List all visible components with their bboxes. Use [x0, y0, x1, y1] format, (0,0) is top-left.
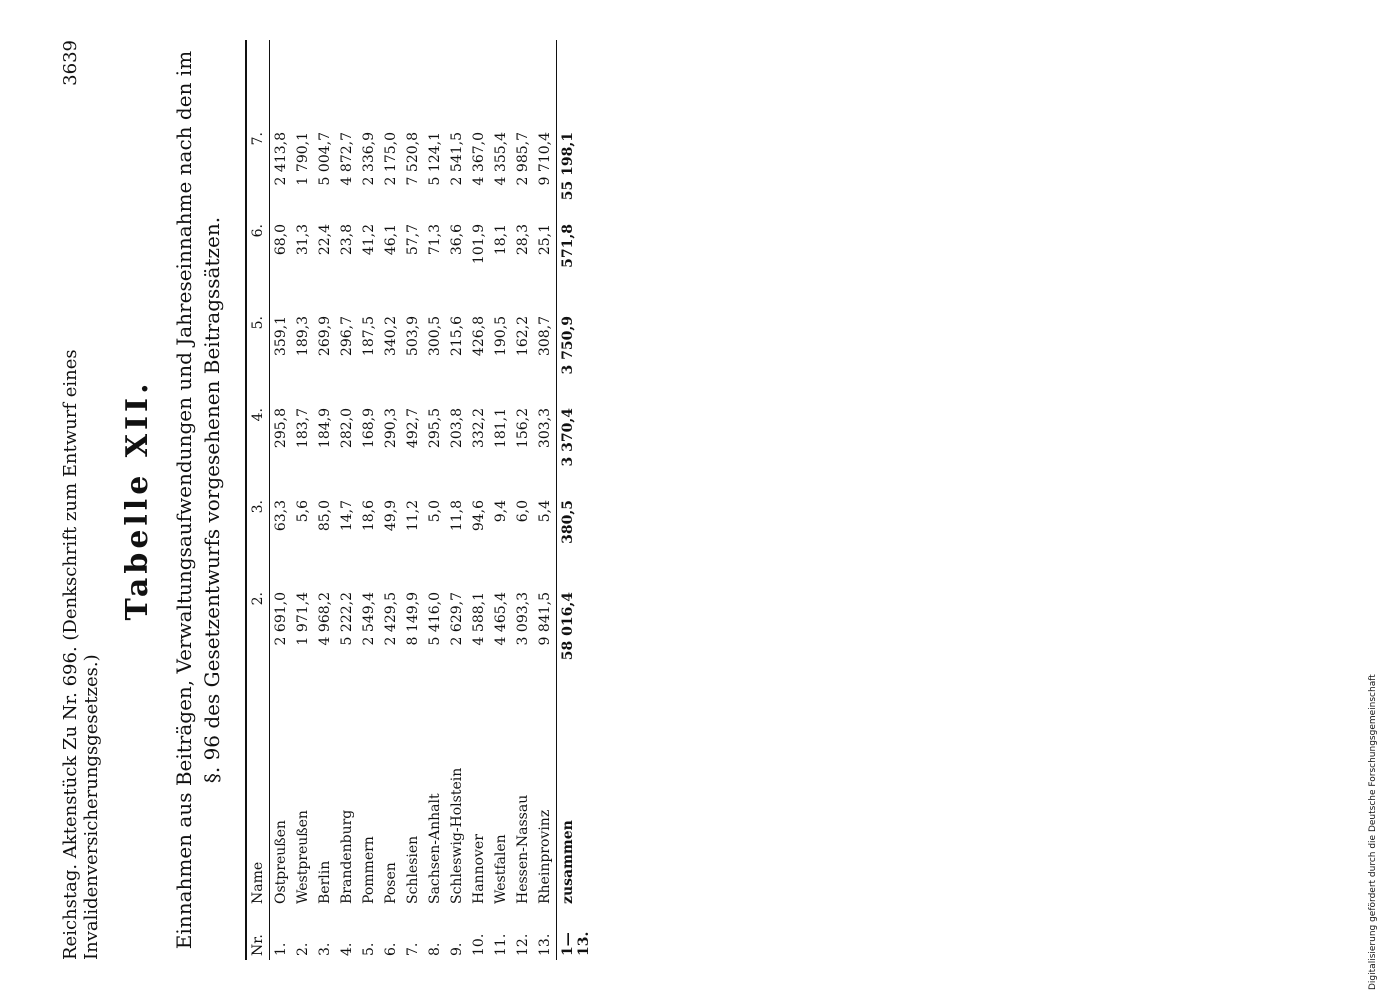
row-value: 4 367,0 — [471, 132, 487, 186]
data-table — [245, 40, 595, 960]
row-value: 6,0 — [515, 500, 531, 523]
col-nr: Nr. — [250, 934, 266, 956]
row-value: 215,6 — [449, 316, 465, 357]
table-subtitle: Einnahmen aus Beiträgen, Verwaltungsaufwendungen und Jahreseinnahme nach den im §. 96 des Gesetzentwurfs vorgesehenen Beitragssätzen. — [172, 50, 224, 950]
row-value: 1 971,4 — [295, 592, 311, 646]
row-value: 9 841,5 — [537, 592, 553, 646]
row-value: 49,9 — [383, 500, 399, 532]
row-value: 3 093,3 — [515, 592, 531, 646]
row-value: 181,1 — [493, 408, 509, 449]
col-name: Name — [250, 861, 266, 904]
row-value: 57,7 — [405, 224, 421, 256]
row-value: 36,6 — [449, 224, 465, 256]
page-number: 3639 — [60, 40, 81, 86]
col-2: 2. — [250, 592, 266, 606]
row-value: 14,7 — [339, 500, 355, 532]
row-value: 18,1 — [493, 224, 509, 256]
table-row — [402, 40, 424, 960]
row-value: 4 465,4 — [493, 592, 509, 646]
row-nr: 9. — [449, 942, 465, 956]
row-nr: 4. — [339, 942, 355, 956]
row-name: Westfalen — [493, 834, 509, 904]
row-value: 2 413,8 — [273, 132, 289, 186]
row-value: 156,2 — [515, 408, 531, 449]
row-value: 28,3 — [515, 224, 531, 256]
row-value: 2 175,0 — [383, 132, 399, 186]
row-value: 190,5 — [493, 316, 509, 357]
row-name: Berlin — [317, 860, 333, 904]
row-value: 426,8 — [471, 316, 487, 357]
row-value: 2 691,0 — [273, 592, 289, 646]
row-name: Posen — [383, 862, 399, 904]
row-value: 162,2 — [515, 316, 531, 357]
row-value: 5 416,0 — [427, 592, 443, 646]
table-row — [512, 40, 534, 960]
table-row — [314, 40, 336, 960]
row-nr: 5. — [361, 942, 377, 956]
col-4: 4. — [250, 408, 266, 422]
row-value: 2 541,5 — [449, 132, 465, 186]
row-value: 290,3 — [383, 408, 399, 449]
table-row — [424, 40, 446, 960]
row-value: 31,3 — [295, 224, 311, 256]
row-value: 269,9 — [317, 316, 333, 357]
row-nr: 7. — [405, 942, 421, 956]
row-value: 295,5 — [427, 408, 443, 449]
row-value: 9 710,4 — [537, 132, 553, 186]
row-value: 282,0 — [339, 408, 355, 449]
row-value: 332,2 — [471, 408, 487, 449]
row-value: 303,3 — [537, 408, 553, 449]
row-nr: 2. — [295, 942, 311, 956]
row-value: 359,1 — [273, 316, 289, 357]
row-value: 68,0 — [273, 224, 289, 256]
row-value: 4 355,4 — [493, 132, 509, 186]
row-value: 11,2 — [405, 500, 421, 532]
row-value: 187,5 — [361, 316, 377, 357]
row-value: 22,4 — [317, 224, 333, 256]
row-value: 5,0 — [427, 500, 443, 523]
row-value: 340,2 — [383, 316, 399, 357]
row-value: 1 790,1 — [295, 132, 311, 186]
row-value: 2 629,7 — [449, 592, 465, 646]
row-value: 4 872,7 — [339, 132, 355, 186]
row-value: 63,3 — [273, 500, 289, 532]
row-value: 295,8 — [273, 408, 289, 449]
row-name: Schleswig-Holstein — [449, 767, 465, 904]
row-value: 46,1 — [383, 224, 399, 256]
col-3: 3. — [250, 500, 266, 514]
row-nr: 6. — [383, 942, 399, 956]
total-cell: 571,8 — [560, 224, 576, 268]
table-row — [446, 40, 468, 960]
row-nr: 10. — [471, 933, 487, 956]
row-value: 85,0 — [317, 500, 333, 532]
row-value: 203,8 — [449, 408, 465, 449]
table-row — [468, 40, 490, 960]
row-value: 2 336,9 — [361, 132, 377, 186]
row-value: 4 588,1 — [471, 592, 487, 646]
total-cell: 55 198,1 — [560, 132, 576, 201]
table-title: Tabelle XII. — [120, 379, 155, 621]
row-value: 2 429,5 — [383, 592, 399, 646]
row-value: 5,4 — [537, 500, 553, 523]
row-name: Sachsen-Anhalt — [427, 793, 443, 904]
table-row — [534, 40, 556, 960]
row-value: 2 985,7 — [515, 132, 531, 186]
total-cell: 380,5 — [560, 500, 576, 544]
row-value: 503,9 — [405, 316, 421, 357]
row-value: 300,5 — [427, 316, 443, 357]
table-row — [336, 40, 358, 960]
row-value: 308,7 — [537, 316, 553, 357]
table-row — [270, 40, 292, 960]
row-value: 71,3 — [427, 224, 443, 256]
row-nr: 8. — [427, 942, 443, 956]
row-name: Hessen-Nassau — [515, 794, 531, 904]
table-row — [358, 40, 380, 960]
row-value: 189,3 — [295, 316, 311, 357]
row-value: 184,9 — [317, 408, 333, 449]
total-label: zusammen — [560, 820, 576, 904]
row-value: 11,8 — [449, 500, 465, 532]
row-value: 101,9 — [471, 224, 487, 265]
row-value: 5 222,2 — [339, 592, 355, 646]
total-cell: 58 016,4 — [560, 592, 576, 661]
row-nr: 1. — [273, 942, 289, 956]
table-row — [380, 40, 402, 960]
row-value: 8 149,9 — [405, 592, 421, 646]
row-value: 5 124,1 — [427, 132, 443, 186]
row-value: 492,7 — [405, 408, 421, 449]
col-6: 6. — [250, 224, 266, 238]
col-7: 7. — [250, 132, 266, 146]
row-value: 94,6 — [471, 500, 487, 532]
row-value: 296,7 — [339, 316, 355, 357]
side-note: Digitalisierung gefördert durch die Deutsche Forschungsgemeinschaft — [1368, 674, 1378, 990]
col-5: 5. — [250, 316, 266, 330]
row-name: Brandenburg — [339, 809, 355, 904]
row-value: 168,9 — [361, 408, 377, 449]
row-name: Rheinprovinz — [537, 809, 553, 904]
row-nr: 3. — [317, 942, 333, 956]
row-nr: 12. — [515, 933, 531, 956]
row-value: 23,8 — [339, 224, 355, 256]
row-name: Ostpreußen — [273, 820, 289, 904]
row-value: 18,6 — [361, 500, 377, 532]
total-row — [556, 40, 595, 960]
row-nr: 13. — [537, 933, 553, 956]
page-header — [60, 40, 102, 960]
total-cell: 3 370,4 — [560, 408, 576, 467]
row-value: 41,2 — [361, 224, 377, 256]
table-row — [292, 40, 314, 960]
row-value: 25,1 — [537, 224, 553, 256]
row-value: 9,4 — [493, 500, 509, 523]
row-value: 5,6 — [295, 500, 311, 523]
row-value: 2 549,4 — [361, 592, 377, 646]
table-row — [490, 40, 512, 960]
row-value: 183,7 — [295, 408, 311, 449]
row-nr: 11. — [493, 933, 509, 956]
row-name: Pommern — [361, 836, 377, 904]
row-name: Westpreußen — [295, 810, 311, 904]
row-value: 5 004,7 — [317, 132, 333, 186]
row-name: Schlesien — [405, 835, 421, 904]
row-value: 7 520,8 — [405, 132, 421, 186]
table-header-row — [247, 40, 270, 960]
total-cell: 3 750,9 — [560, 316, 576, 375]
row-value: 4 968,2 — [317, 592, 333, 646]
row-name: Hannover — [471, 834, 487, 904]
total-nr: 1—13. — [560, 931, 592, 956]
header-left: Reichstag. Aktenstück Zu Nr. 696. (Denkschrift zum Entwurf eines Invalidenversicherungsgesetzes.) — [60, 349, 102, 960]
